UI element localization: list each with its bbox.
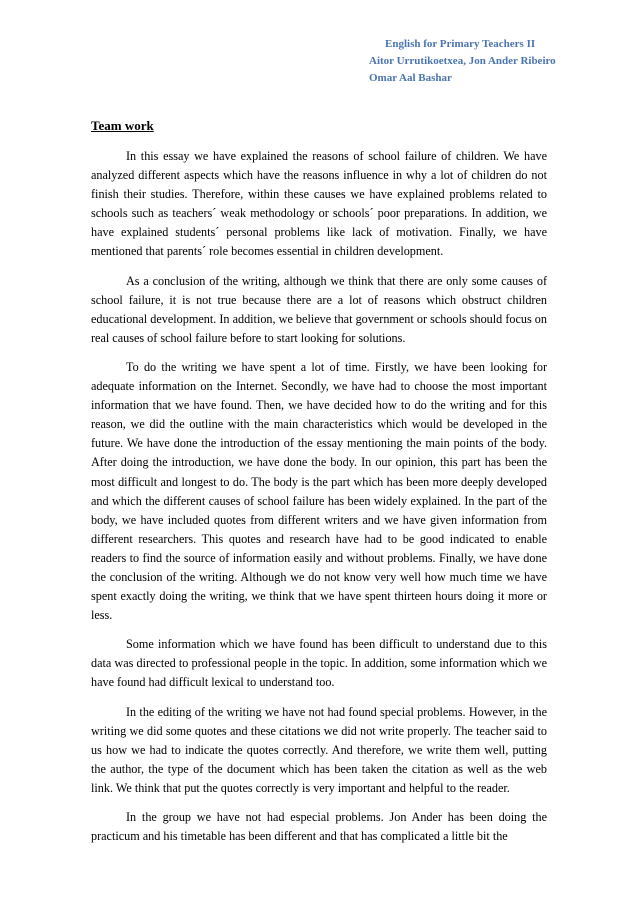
paragraph-process: To do the writing we have spent a lot of time. Firstly, we have been looking for adequate information on the Internet. Secondly, we have had to choose the most important information that we have found. Then, we have decided how to do the writing and for this reason, we did the outline with the main characteristics which would be developed in the future. We have done the introduction of the essay mentioning the main points of the body. After doing the introduction, we have done the body. In our opinion, this part has been the most difficult and longest to do. The body is the part which has been more deeply developed and which the different causes of school failure has been widely explained. In the part of the body, we have included quotes from different writers and we have given information from different researchers. This quotes and research have had to be good indicated to enable readers to find the source of information easily and without problems. Finally, we have done the conclusion of the writing. Although we do not know very well how much time we have spent exactly doing the writing, we think that we have spent thirteen hours doing it more or less. bbox=[91, 359, 547, 623]
document-header bbox=[369, 36, 556, 87]
paragraph-difficult-information: Some information which we have found has been difficult to understand due to this data was directed to professional people in the topic. In addition, some information which we have found had difficult lexical to understand too. bbox=[91, 637, 547, 690]
paragraph-summary: In this essay we have explained the reasons of school failure of children. We have analyzed different aspects which have the reasons influence in why a lot of children do not finish their studies. Therefore, within these causes we have explained problems related to schools such as teachers´ weak methodology or schools´ poor preparations. In addition, we have explained students´ personal problems like lack of motivation. Finally, we have mentioned that parents´ role becomes essential in children development. bbox=[91, 149, 547, 259]
document-body bbox=[91, 147, 547, 856]
authors-line-1: Aitor Urrutikoetxea, Jon Ander Ribeiro bbox=[369, 55, 556, 67]
paragraph-editing: In the editing of the writing we have not had found special problems. However, in the writing we did some quotes and these citations we did not write properly. The teacher said to us how we had to indicate the quotes correctly. And therefore, we write them well, putting the author, the type of the document which has been taken the citation as well as the web link. We think that put the quotes correctly is very important and helpful to the reader. bbox=[91, 704, 547, 795]
paragraph-conclusion: As a conclusion of the writing, although we think that there are only some causes of school failure, it is not true because there are a lot of reasons which obstruct children educational development. In addition, we believe that government or schools should focus on real causes of school failure before to start looking for solutions. bbox=[91, 273, 547, 345]
course-name: English for Primary Teachers II bbox=[385, 38, 536, 50]
section-title: Team work bbox=[91, 118, 154, 133]
paragraph-group: In the group we have not had especial problems. Jon Ander has been doing the practicum and his timetable has been different and that has complicated a little bit the bbox=[91, 810, 547, 844]
authors-line-2: Omar Aal Bashar bbox=[369, 72, 452, 84]
